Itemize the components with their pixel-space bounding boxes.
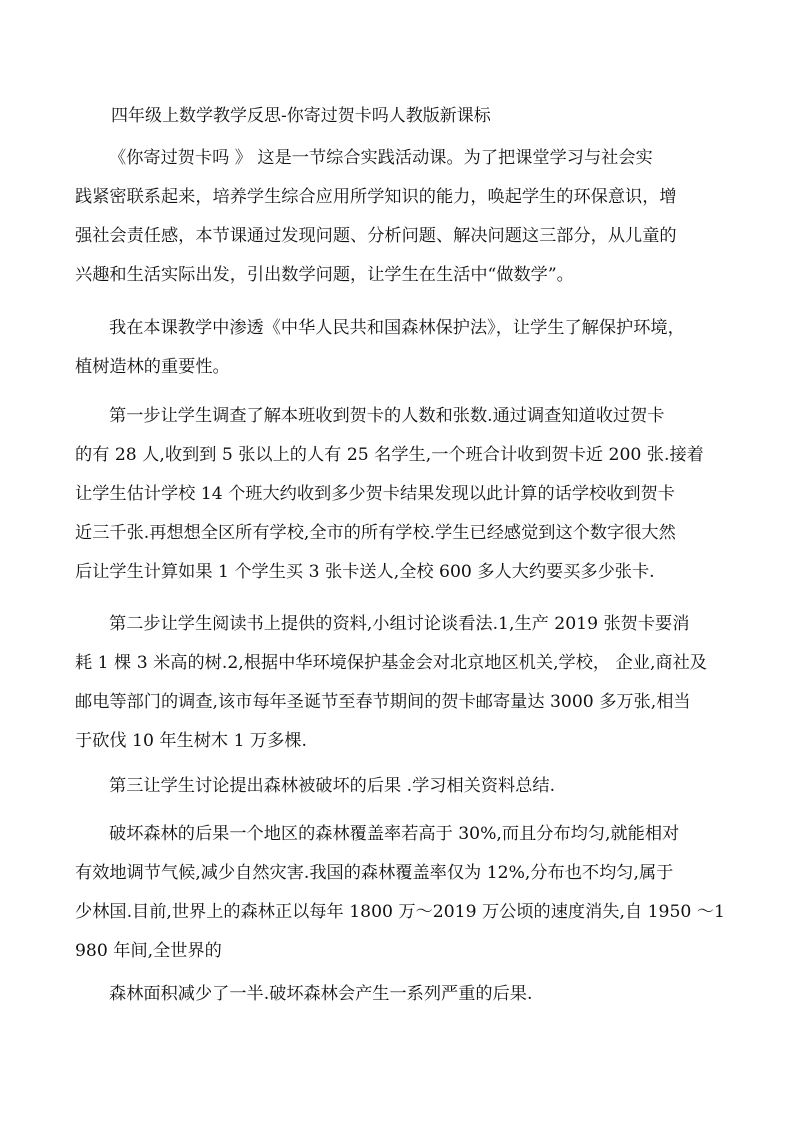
paragraph-line: 第一步让学生调查了解本班收到贺卡的人数和张数.通过调查知道收过贺卡 <box>109 406 665 426</box>
paragraph-line: 于砍伐 10 年生树木 1 万多棵. <box>75 731 307 751</box>
paragraph-line: 少林国.目前,世界上的森林正以每年 1800 万～2019 万公顷的速度消失,自 1950 ～1 <box>75 902 725 922</box>
paragraph-line: 践紧密联系起来，培养学生综合应用所学知识的能力，唤起学生的环保意识，增 <box>75 187 677 207</box>
paragraph-line: 强社会责任感，本节课通过发现问题、分析问题、解决问题这三部分，从儿童的 <box>75 226 677 246</box>
paragraph-line: 耗 1 棵 3 米高的树.2,根据中华环境保护基金会对北京地区机关,学校， 企业,商社及 <box>75 653 707 673</box>
paragraph-line: 破坏森林的后果一个地区的森林覆盖率若高于 30%,而且分布均匀,就能相对 <box>109 824 680 844</box>
page-title: 四年级上数学教学反思-你寄过贺卡吗人教版新课标 <box>111 106 491 126</box>
paragraph-line: 植树造林的重要性。 <box>75 357 230 377</box>
paragraph-line: 《你寄过贺卡吗 》 这是一节综合实践活动课。为了把课堂学习与社会实 <box>109 148 653 168</box>
paragraph-line: 980 年间,全世界的 <box>75 941 222 961</box>
paragraph-line: 第二步让学生阅读书上提供的资料,小组讨论谈看法.1,生产 2019 张贺卡要消 <box>109 614 690 634</box>
paragraph-line: 让学生估计学校 14 个班大约收到多少贺卡结果发现以此计算的话学校收到贺卡 <box>75 484 675 504</box>
paragraph-line: 兴趣和生活实际出发，引出数学问题，让学生在生活中“做数学”。 <box>75 265 574 285</box>
paragraph-line: 近三千张.再想想全区所有学校,全市的所有学校.学生已经感觉到这个数字很大然 <box>75 523 676 543</box>
paragraph-line: 有效地调节气候,减少自然灾害.我国的森林覆盖率仅为 12%,分布也不均匀,属于 <box>75 863 674 883</box>
paragraph-line: 我在本课教学中渗透《中华人民共和国森林保护法》，让学生了解保护环境， <box>109 318 685 338</box>
paragraph-line: 后让学生计算如果 1 个学生买 3 张卡送人,全校 600 多人大约要买多少张卡. <box>75 562 655 582</box>
paragraph-line: 森林面积减少了一半.破坏森林会产生一系列严重的后果. <box>109 984 533 1004</box>
paragraph-line: 邮电等部门的调查,该市每年圣诞节至春节期间的贺卡邮寄量达 3000 多万张,相当 <box>75 692 691 712</box>
paragraph-line: 第三让学生讨论提出森林被破坏的后果 .学习相关资料总结. <box>109 776 556 796</box>
paragraph-line: 的有 28 人,收到到 5 张以上的人有 25 名学生,一个班合计收到贺卡近 200 张.接着 <box>75 445 704 465</box>
